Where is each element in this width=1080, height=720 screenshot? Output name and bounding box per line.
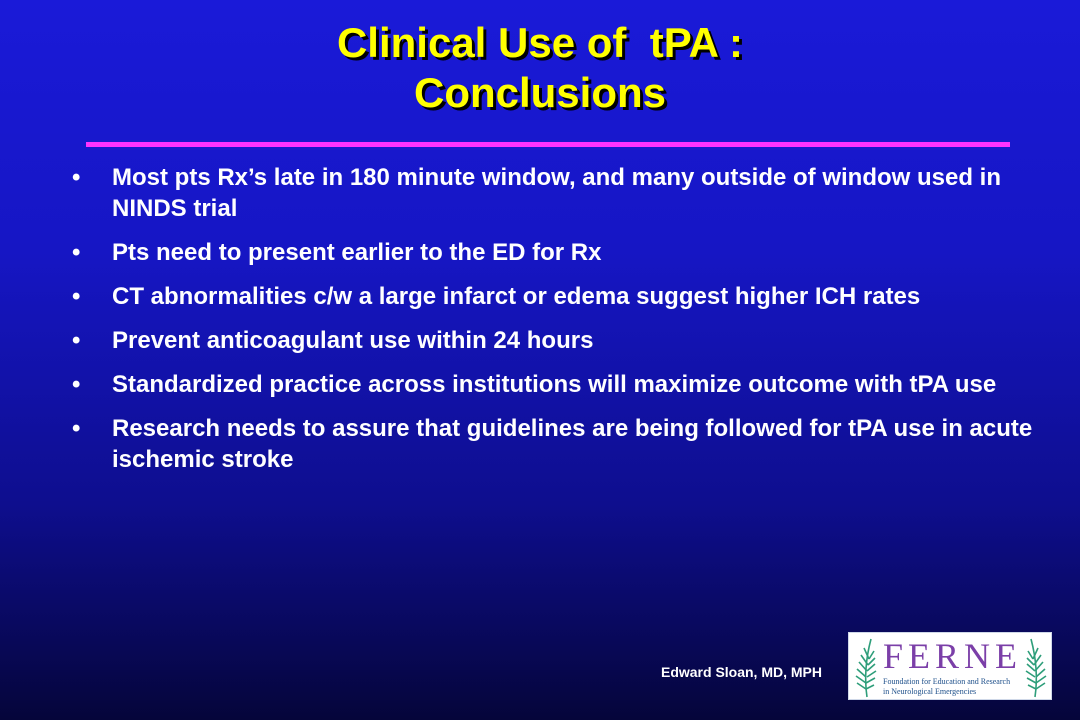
bullet-dot: • xyxy=(72,415,81,442)
logo-subtitle-line-2: in Neurological Emergencies xyxy=(883,687,977,696)
slide-title-line-2: Conclusions xyxy=(413,69,667,116)
bullet-dot: • xyxy=(72,164,81,191)
bullet-item xyxy=(72,413,1052,475)
ferne-logo xyxy=(848,632,1052,700)
bullet-text: Most pts Rx’s late in 180 minute window, and many outside of window used in NINDS trial xyxy=(112,164,1001,222)
slide-title xyxy=(0,18,1080,118)
bullet-dot: • xyxy=(72,327,81,354)
bullet-list xyxy=(72,162,1052,488)
logo-subtitle xyxy=(883,677,1021,697)
bullet-item xyxy=(72,325,1052,356)
bullet-dot: • xyxy=(72,283,81,310)
bullet-dot: • xyxy=(72,371,81,398)
bullet-text: Prevent anticoagulant use within 24 hours xyxy=(112,327,594,354)
bullet-text: Pts need to present earlier to the ED for Rx xyxy=(112,239,602,266)
logo-subtitle-line-1: Foundation for Education and Research xyxy=(883,677,1011,686)
bullet-item xyxy=(72,162,1052,224)
slide-title-line-1: Clinical Use of tPA : xyxy=(336,19,744,66)
bullet-text: CT abnormalities c/w a large infarct or edema suggest higher ICH rates xyxy=(112,283,921,310)
bullet-item xyxy=(72,369,1052,400)
author-credit: Edward Sloan, MD, MPH xyxy=(660,664,822,680)
bullet-dot: • xyxy=(72,239,81,266)
bullet-text: Research needs to assure that guidelines are being followed for tPA use in acute ischemic stroke xyxy=(112,415,1033,473)
logo-wordmark: FERNE xyxy=(883,636,1023,676)
title-divider xyxy=(86,142,1010,147)
bullet-text: Standardized practice across institutions will maximize outcome with tPA use xyxy=(112,371,997,398)
bullet-item xyxy=(72,281,1052,312)
bullet-item xyxy=(72,237,1052,268)
